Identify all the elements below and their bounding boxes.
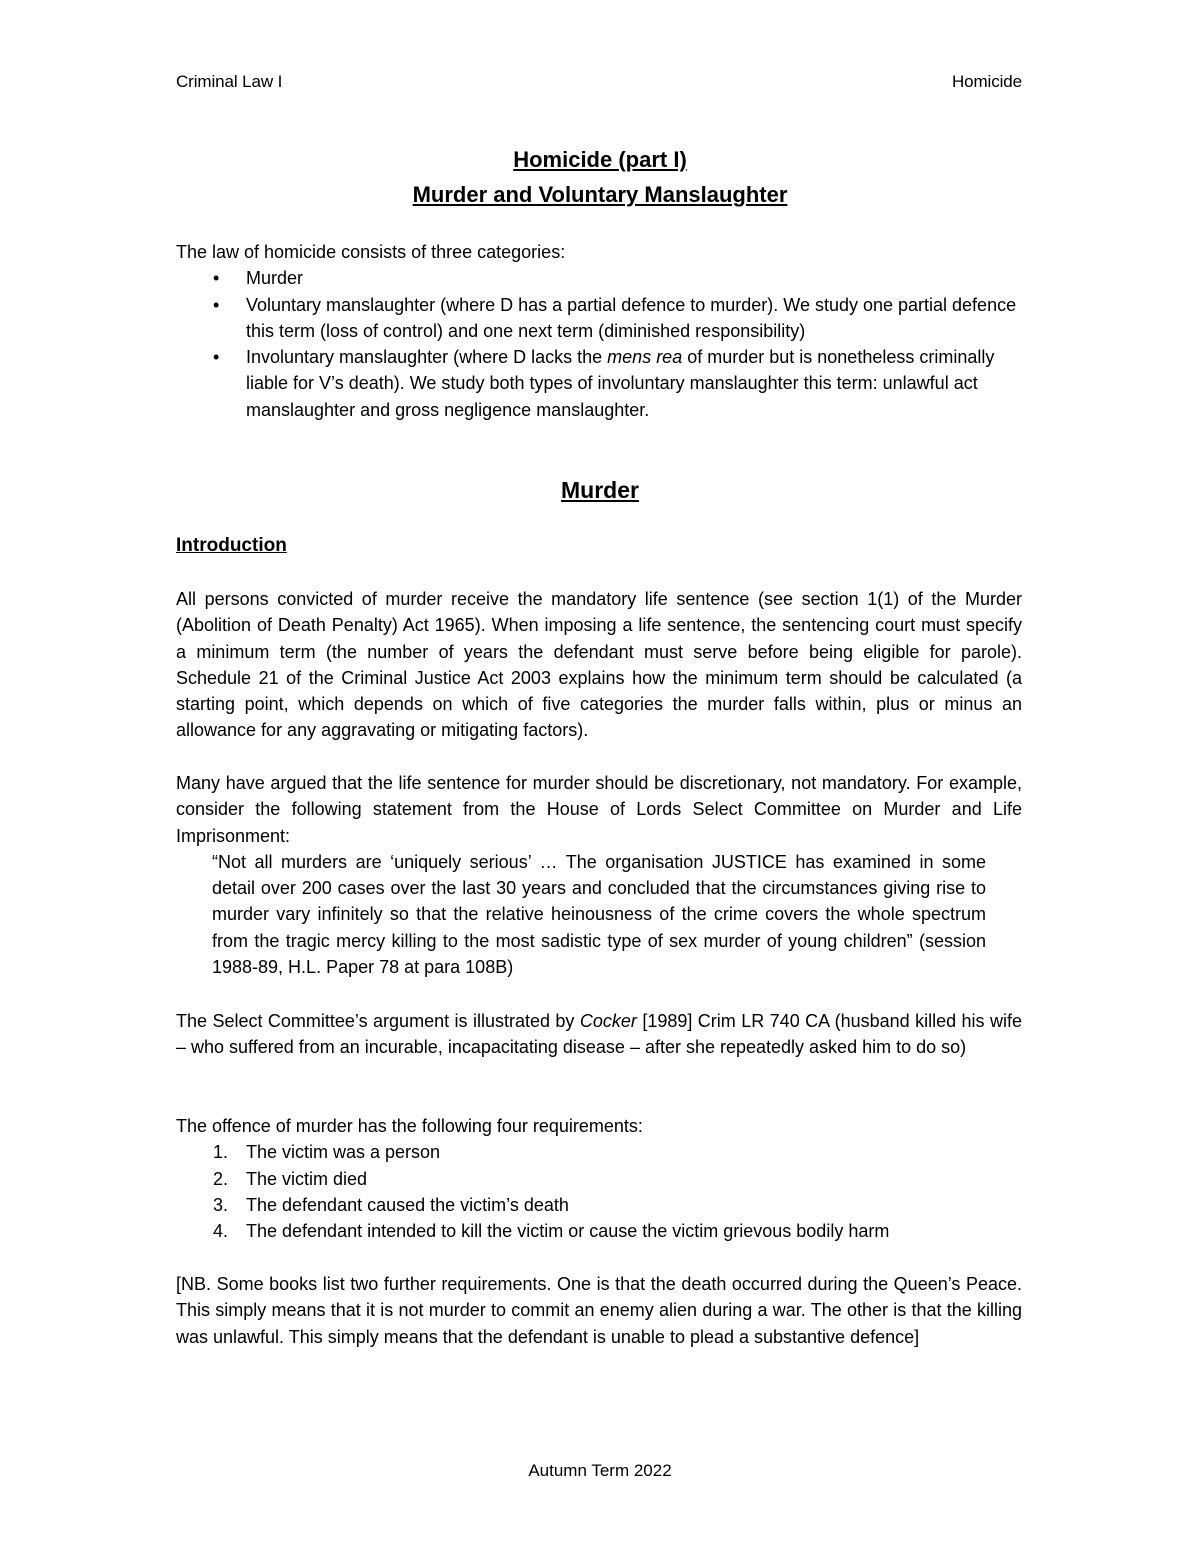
header-right: Homicide (951, 72, 1022, 91)
paragraph-1-block (176, 586, 1022, 744)
list-number: 2. (213, 1168, 229, 1189)
list-number: 4. (213, 1221, 229, 1242)
list-item-text-post: of murder but is nonetheless criminally liable for V’s death). We study both types of involuntary manslaughter this term: unlawful act manslaughter and gross negligence manslaughter. (246, 347, 995, 420)
list-item (176, 1139, 1022, 1165)
list-item-text: The victim died (246, 1168, 368, 1189)
list-item-text-italic: mens rea (607, 347, 683, 368)
paragraph-4: The offence of murder has the following four requirements: (176, 1116, 643, 1136)
paragraph-1: All persons convicted of murder receive the mandatory life sentence (see section 1(1) of the Murder (Abolition of Death Penalty) Act 1965). When imposing a life sentence, the sentencing court must specify a minimum term (the number of years the defendant must serve before being eligible for parole). Schedule 21 of the Criminal Justice Act 2003 explains how the minimum term should be calculated (a starting point, which depends on which of five categories the murder falls within, plus or minus an allowance for any aggravating or mitigating factors). (176, 589, 1022, 741)
document-subtitle: Murder and Voluntary Manslaughter (412, 182, 788, 207)
intro-section (176, 239, 1022, 423)
paragraph-3-pre: The Select Committee’s argument is illustrated by (176, 1011, 580, 1031)
paragraph-5: [NB. Some books list two further requirements. One is that the death occurred during the Queen’s Peace. This simply means that it is not murder to commit an enemy alien during a war. The other is that the killing was unlawful. This simply means that the defendant is unable to plead a substantive defence] (176, 1274, 1022, 1347)
list-item (176, 292, 1022, 345)
list-item-text: The defendant caused the victim’s death (246, 1194, 569, 1215)
requirements-block (176, 1113, 1022, 1244)
category-list (176, 265, 1022, 423)
paragraph-3-post: [1989] Crim LR 740 CA (husband killed his wife – who suffered from an incurable, incapacitating disease – after she repeatedly asked him to do so) (176, 1011, 1022, 1058)
page-footer: Autumn Term 2022 (528, 1461, 672, 1480)
requirements-list (176, 1139, 1022, 1244)
list-item (176, 1166, 1022, 1192)
paragraph-2-block (176, 770, 1022, 980)
paragraph-3-block (176, 1008, 1022, 1061)
list-item (176, 344, 1022, 423)
list-item (176, 265, 1022, 291)
list-item (176, 1218, 1022, 1244)
paragraph-5-block (176, 1271, 1022, 1350)
section-subheading: Introduction (176, 535, 287, 556)
paragraph-2: Many have argued that the life sentence for murder should be discretionary, not mandatory. For example, consider the following statement from the House of Lords Select Committee on Murder and Life Imprisonment: (176, 773, 1022, 846)
section-heading: Murder (561, 477, 639, 503)
list-number: 1. (213, 1142, 229, 1163)
header-left: Criminal Law I (176, 72, 283, 91)
bullet-icon: • (213, 294, 220, 315)
case-name: Cocker (579, 1011, 637, 1031)
list-item-text-pre: Involuntary manslaughter (where D lacks the (246, 347, 608, 368)
document-title: Homicide (part I) (513, 147, 687, 172)
list-item-text: Voluntary manslaughter (where D has a partial defence to murder). We study one partial defence this term (loss of control) and one next term (diminished responsibility) (246, 294, 1017, 341)
block-quote: “Not all murders are ‘uniquely serious’ … The organisation JUSTICE has examined in some detail over 200 cases over the last 30 years and concluded that the circumstances giving rise to murder vary infinitely so that the relative heinousness of the crime covers the whole spectrum from the tragic mercy killing to the most sadistic type of sex murder of young children” (session 1988-89, H.L. Paper 78 at para 108B) (212, 851, 986, 978)
paragraph-3 (176, 1008, 1022, 1061)
list-item (176, 1192, 1022, 1218)
list-item-text: Murder (246, 268, 304, 289)
bullet-icon: • (213, 268, 220, 289)
list-number: 3. (213, 1194, 229, 1215)
intro-lead: The law of homicide consists of three categories: (176, 242, 566, 262)
list-item-text: The defendant intended to kill the victim or cause the victim grievous bodily harm (246, 1221, 890, 1242)
murder-section (176, 533, 1022, 559)
bullet-icon: • (213, 347, 220, 368)
list-item-text: The victim was a person (246, 1142, 441, 1163)
